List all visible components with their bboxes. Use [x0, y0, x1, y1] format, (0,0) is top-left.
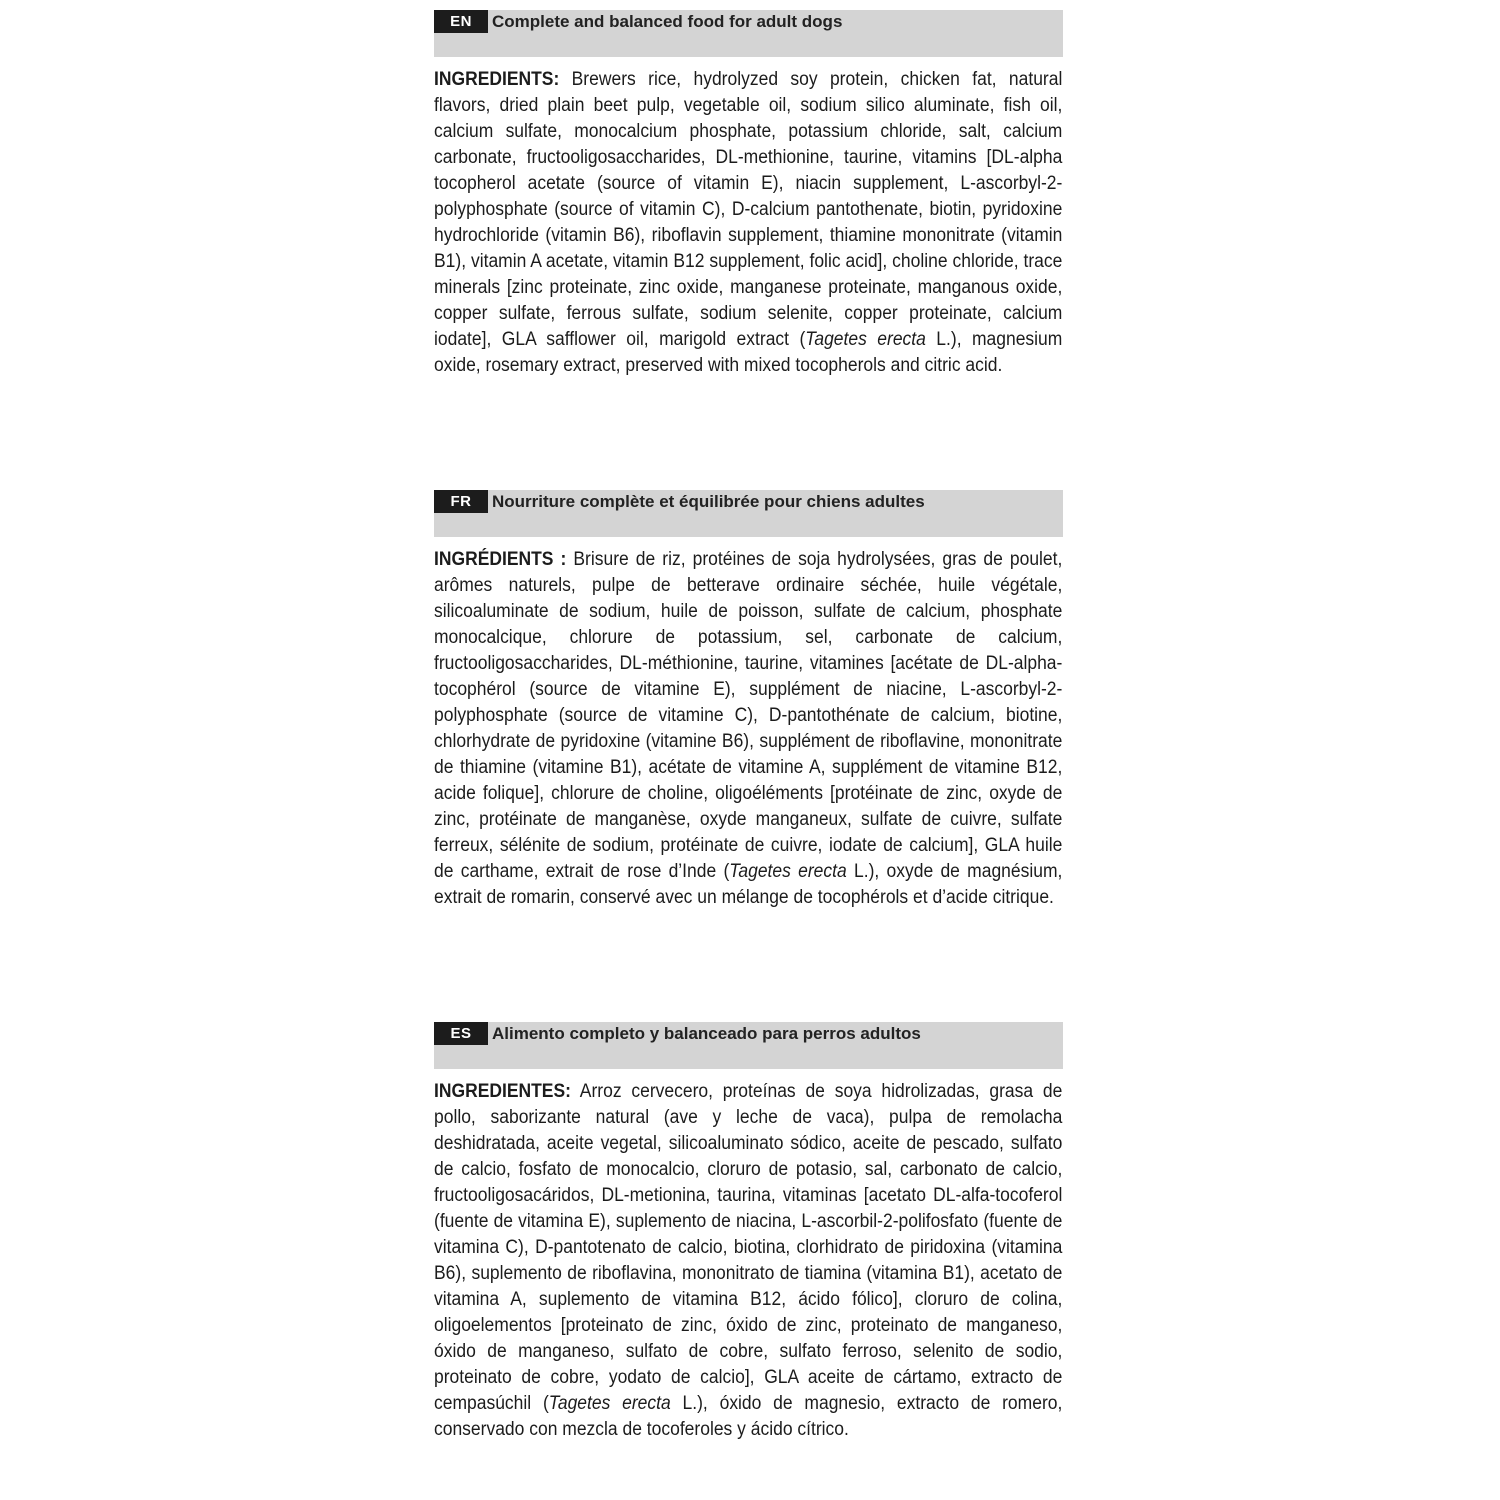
section-es	[434, 1022, 1063, 1443]
ingredients-italic: Tagetes erecta	[805, 329, 926, 350]
section-title: Alimento completo y balanceado para perros adultos	[492, 1024, 921, 1043]
label-column	[434, 10, 1063, 1440]
section-title: Complete and balanced food for adult dogs	[492, 12, 843, 31]
ingredients-paragraph	[434, 67, 1062, 379]
section-header	[434, 1022, 1063, 1069]
ingredients-text-end: L.), oxyde de magnésium, extrait de romarin, conservé avec un mélange de tocophérols et d’acide citrique.	[434, 861, 1063, 908]
ingredients-label: INGREDIENTES:	[434, 1081, 571, 1102]
language-badge: EN	[434, 10, 488, 33]
ingredients-label: INGRÉDIENTS :	[434, 549, 567, 570]
ingredients-text-end: L.), óxido de magnesio, extracto de romero, conservado con mezcla de tocoferoles y ácido cítrico.	[434, 1393, 1063, 1440]
ingredients-paragraph	[434, 1079, 1062, 1443]
ingredients-italic: Tagetes erecta	[729, 861, 847, 882]
ingredients-paragraph	[434, 547, 1062, 911]
section-header	[434, 10, 1063, 57]
language-badge: FR	[434, 490, 488, 513]
ingredients-text: Arroz cervecero, proteínas de soya hidrolizadas, grasa de pollo, saborizante natural (ave y leche de vaca), pulpa de remolacha deshidratada, aceite vegetal, silicoaluminato sódico, aceite de pescado, sulfato de calcio, fosfato de monocalcio, cloruro de potasio, sal, carbonato de calcio, fructooligosacáridos, DL-metionina, taurina, vitaminas [acetato DL-alfa-tocoferol (fuente de vitamina E), suplemento de niacina, L-ascorbil-2-polifosfato (fuente de vitamina C), D-pantotenato de calcio, biotina, clorhidrato de piridoxina (vitamina B6), suplemento de riboflavina, mononitrato de tiamina (vitamina B1), acetato de vitamina A, suplemento de vitamina B12, ácido fólico], cloruro de colina, oligoelementos [proteinato de zinc, óxido de zinc, proteinato de manganeso, óxido de manganeso, sulfato de cobre, sulfato ferroso, selenito de sodio, proteinato de cobre, yodato de calcio], GLA aceite de cártamo, extracto de cempasúchil (	[434, 1081, 1063, 1414]
ingredients-italic: Tagetes erecta	[548, 1393, 671, 1414]
ingredients-text: Brisure de riz, protéines de soja hydrolysées, gras de poulet, arômes naturels, pulpe de betterave ordinaire séchée, huile végétale, silicoaluminate de sodium, huile de poisson, sulfate de calcium, phosphate monocalcique, chlorure de potassium, sel, carbonate de calcium, fructooligosaccharides, DL-méthionine, taurine, vitamines [acétate de DL-alpha-tocophérol (source de vitamine E), supplément de niacine, L-ascorbyl-2-polyphosphate (source de vitamine C), D-pantothénate de calcium, biotine, chlorhydrate de pyridoxine (vitamine B6), supplément de riboflavine, mononitrate de thiamine (vitamine B1), acétate de vitamine A, supplément de vitamine B12, acide folique], chlorure de choline, oligoéléments [protéinate de zinc, oxyde de zinc, protéinate de manganèse, oxyde manganeux, sulfate de cuivre, sulfate ferreux, sélénite de sodium, protéinate de cuivre, iodate de calcium], GLA huile de carthame, extrait de rose d’Inde (	[434, 549, 1063, 882]
section-header	[434, 490, 1063, 537]
section-en	[434, 10, 1063, 379]
ingredients-label: INGREDIENTS:	[434, 69, 560, 90]
ingredients-text: Brewers rice, hydrolyzed soy protein, chicken fat, natural flavors, dried plain beet pulp, vegetable oil, sodium silico aluminate, fish oil, calcium sulfate, monocalcium phosphate, potassium chloride, salt, calcium carbonate, fructooligosaccharides, DL-methionine, taurine, vitamins [DL-alpha tocopherol acetate (source of vitamin E), niacin supplement, L-ascorbyl-2-polyphosphate (source of vitamin C), D-calcium pantothenate, biotin, pyridoxine hydrochloride (vitamin B6), riboflavin supplement, thiamine mononitrate (vitamin B1), vitamin A acetate, vitamin B12 supplement, folic acid], choline chloride, trace minerals [zinc proteinate, zinc oxide, manganese proteinate, manganous oxide, copper sulfate, ferrous sulfate, sodium selenite, copper proteinate, calcium iodate], GLA safflower oil, marigold extract (	[434, 69, 1063, 350]
ingredients-text-end: L.), magnesium oxide, rosemary extract, preserved with mixed tocopherols and citric acid.	[434, 329, 1063, 376]
section-fr	[434, 490, 1063, 911]
language-badge: ES	[434, 1022, 488, 1045]
section-title: Nourriture complète et équilibrée pour chiens adultes	[492, 492, 925, 511]
